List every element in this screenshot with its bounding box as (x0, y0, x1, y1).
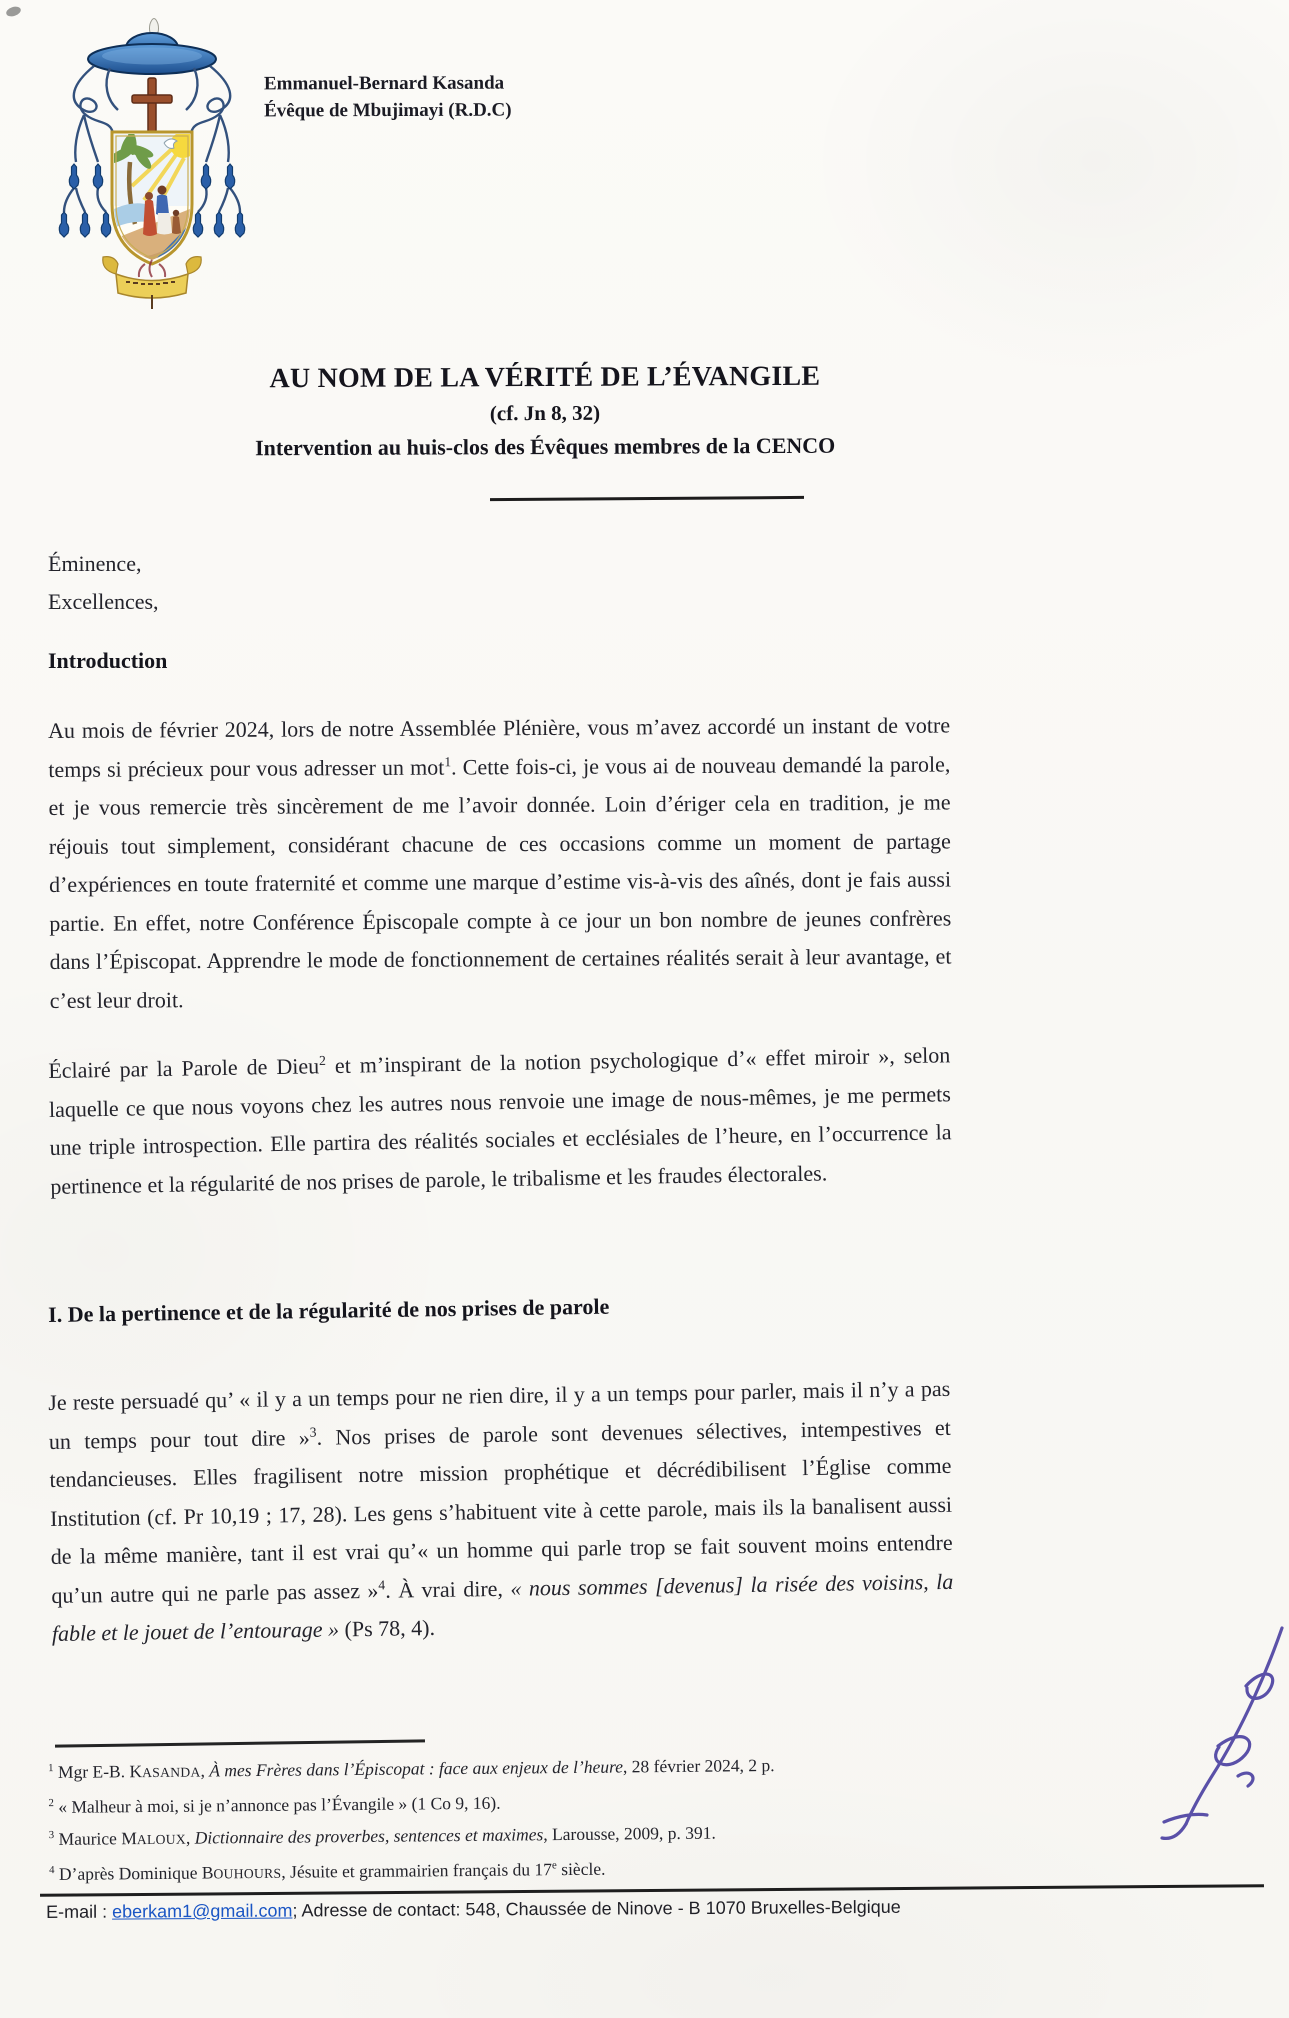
letterhead-title: Évêque de Mbujimayi (R.D.C) (264, 99, 512, 122)
title-divider (490, 496, 804, 501)
shield-icon (105, 131, 196, 292)
email-link[interactable]: eberkam1@gmail.com (112, 1900, 293, 1922)
salutation (48, 545, 159, 621)
footer (46, 1897, 901, 1923)
paragraph-introduction-2: Éclairé par la Parole de Dieu$^2$ et m’inspirant de la notion psychologique d’« effet miroir », selon laquelle ce que nous voyons chez les autres nous renvoie une image de nous-mêmes, je me permets une triple introspection. Elle partira des réalités sociales et ecclésiales de l’heure, en l’occurrence la pertinence et la régularité de nos prises de parole, le tribalisme et les fraudes électorales. (48, 1042, 952, 1199)
letterhead (264, 70, 512, 125)
footnote-1: $^1$ Mgr E-B. KASANDA, À mes Frères dans l’Épiscopat : face aux enjeux de l’heure, 28 février 2024, 2 p. (48, 1755, 775, 1782)
salutation-excellences: Excellences, (48, 589, 159, 614)
coat-of-arms-icon (52, 12, 252, 312)
salutation-eminence: Éminence, (48, 551, 142, 576)
episcopal-coat-of-arms (52, 12, 252, 312)
footnote-4: $^4$ D’après Dominique BOUHOURS, Jésuite et grammairien français du 17e siècle. (49, 1858, 606, 1884)
signature-icon (1150, 1624, 1289, 1854)
paragraph-introduction-1: Au mois de février 2024, lors de notre Assemblée Plénière, vous m’avez accordé un instant de votre temps si précieux pour vous adresser un mot$^1$. Cette fois-ci, je vous ai de nouveau demandé la parole, et je vous remercie très sincèrement de me l’avoir donnée. Loin d’ériger cela en tradition, je me réjouis tout simplement, considérant chacune de ces occasions comme un moment de partage d’expériences en toute fraternité et comme une marque d’estime vis-à-vis des aînés, dont je fais aussi partie. En effet, notre Conférence Épiscopale compte à ce jour un bon nombre de jeunes confrères dans l’Épiscopat. Apprendre le mode de fonctionnement de certaines réalités serait à leur avantage, et c’est leur droit. (48, 712, 952, 1013)
paragraph-section1: Je reste persuadé qu’ « il y a un temps pour ne rien dire, il y a un temps pour parler, mais il n’y a pas un temps pour tout dire »$^3$. Nos prises de parole sont devenues sélectives, intempestives et tendancieuses. Elles fragilisent notre mission prophétique et décrédibilisent l’Église comme Institution (cf. Pr 10,19 ; 17, 28). Les gens s’habituent vite à cette parole, mais ils la banalisent aussi de la même manière, tant il est vrai qu’« un homme qui parle trop se fait souvent moins entendre qu’un autre qui ne parle pas assez »$^4$. À vrai dire, « nous sommes [devenus] la risée des voisins, la fable et le jouet de l’entourage » (Ps 78, 4). (48, 1375, 954, 1646)
footnote-divider (55, 1739, 425, 1747)
galero-hat-icon (88, 33, 216, 74)
scan-corner-artifact (5, 5, 22, 18)
footnote-3: $^3$ Maurice MALOUX, Dictionnaire des proverbes, sentences et maximes, Larousse, 2009, p. 391. (48, 1822, 716, 1849)
footnotes (48, 1747, 949, 1892)
letterhead-name: Emmanuel-Bernard Kasanda (263, 72, 505, 95)
email-label: E-mail : (46, 1901, 113, 1922)
introduction-heading: Introduction (48, 648, 168, 673)
section1-heading: I. De la pertinence et de la régularité de nos prises de parole (48, 1293, 610, 1327)
document-title: AU NOM DE LA VÉRITÉ DE L’ÉVANGILE (269, 360, 821, 395)
handwritten-paraph (1150, 1624, 1289, 1854)
footnote-2: $^2$ « Malheur à moi, si je n’annonce pas l’Évangile » (1 Co 9, 16). (48, 1792, 501, 1817)
document-subtitle: Intervention au huis-clos des Évêques membres de la CENCO (255, 432, 836, 461)
document-heading (0, 360, 1090, 463)
cross-icon (132, 78, 172, 134)
scripture-reference: (cf. Jn 8, 32) (489, 400, 601, 426)
footer-address: ; Adresse de contact: 548, Chaussée de Ninove - B 1070 Bruxelles-Belgique (292, 1896, 901, 1921)
